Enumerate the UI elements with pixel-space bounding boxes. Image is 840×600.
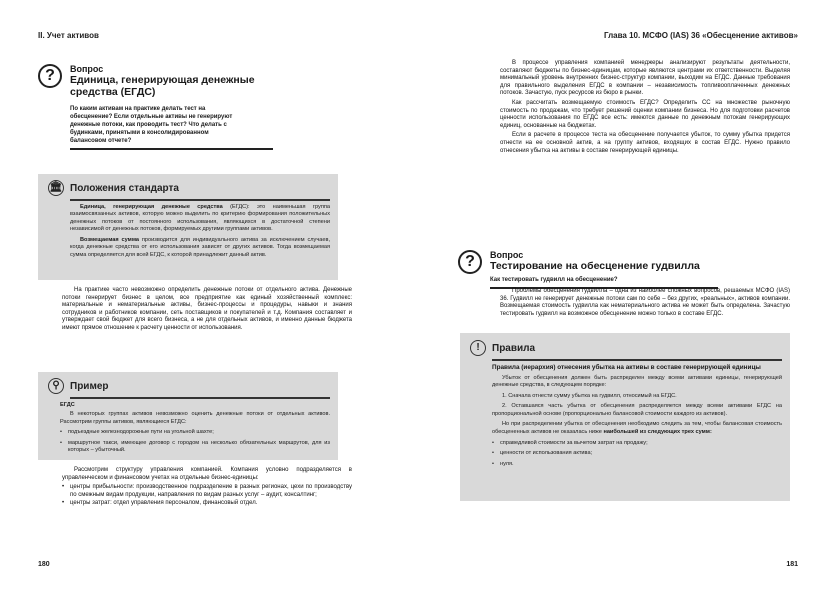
standard-box-p2 bbox=[70, 237, 330, 260]
standard-box-p2-text: производится для индивидуального актива за исключением случаев, когда денежные средства от его использования зависят от других активов. Тогда возмещаемая сумма определяется для всей ЕГДС, к которой принадлежит данный актив. bbox=[70, 236, 330, 259]
right-paragraph-4-text: Проблемы обесценения гудвилла – одна из наиболее сложных вопросов, решаемых МСФО (IAS) 36. Гудвилл не генерирует денежные потоки сам по себе – без других, «реальных», активов компании. Возмещаемая стоимость гудвилла как нематериального актива не может быть определена. Зачастую тестировать гудвилл на возможное обесценение можно только в составе ЕГДС. bbox=[500, 288, 790, 317]
page-number-right: 181 bbox=[786, 561, 798, 568]
question-kicker: Вопрос bbox=[70, 64, 104, 74]
rule-box bbox=[460, 333, 790, 501]
standard-box-p1-text: (ЕГДС): это наименьшая группа взаимосвязанных активов, которую можно выделить по критерию формирования положительных денежных потоков от постоянного использования, являющихся в достаточной степени независимой от денежных потоков, формируемых другими группами активов. bbox=[70, 203, 330, 233]
left-paragraph-1-text: На практике часто невозможно определить денежные потоки от отдельного актива. Денежные потоки генерирует бизнес в целом, все предприятие как единый хозяйственный комплекс: материальные и нематериальные активы, бизнес-процессы и процедуры, навыки и знания сотрудников и работников компании, сеть поставщиков и покупателей и т.д. Компания составляет и утверждает свой бюджет для всего бизнеса, а не для отдельных активов, и именно данные бюджета имеют прямое отношение к расчету ценности от использования. bbox=[62, 287, 352, 331]
rule-box-p4-text: Но при распределении убытка от обесценения необходимо следить за тем, чтобы балансовая стоимость обесцененных активов не оказалась ниже bbox=[492, 421, 782, 436]
page-number-left: 180 bbox=[38, 561, 50, 568]
question-body: По каким активам на практике делать тест на обесценение? Если отдельные активы не генерируют денежные потоки, как проводить тест? Что делать с будинками, принятыми в консолидированном балансовом отчете? bbox=[70, 106, 233, 144]
running-header-right: Глава 10. МСФО (IAS) 36 «Обесценение активов» bbox=[603, 31, 798, 40]
question-kicker: Вопрос bbox=[490, 250, 524, 260]
magnifier-icon: ⚲ bbox=[48, 378, 64, 394]
example-bullet: • подъездные железнодорожные пути на угольной шахте; bbox=[60, 429, 330, 437]
right-paragraph-3-text: Если в расчете в процессе теста на обесценение получается убыток, то сумму убытка придется отнести на ее основной актив, а на группу активов, входящих в состав ЕГДС. Нужно правило отнесения убытка на активы в составе генерирующей единицы. bbox=[500, 132, 790, 154]
standard-box bbox=[38, 174, 338, 280]
rule-box-p4 bbox=[492, 421, 782, 436]
standard-box-title-text: Положения стандарта bbox=[70, 182, 179, 194]
example-box-subtitle: ЕГДС bbox=[60, 401, 75, 408]
list-item: • центры затрат: отдел управления персоналом, финансовый отдел. bbox=[62, 500, 352, 508]
list-item: • центры прибыльности: производственное подразделение в разных регионах, цехи по производству по смежным видам продукции, направления по видам разных услуг – аудит, консалтинг; bbox=[62, 484, 352, 499]
example-bullet: • маршрутное такси, имеющее договор с городом на несколько обязательных маршрутов, для из которых – убыточный. bbox=[60, 440, 330, 455]
bank-icon: 🏛 bbox=[48, 180, 64, 196]
right-paragraph-1-text: В процессе управления компанией менеджеры анализируют результаты деятельности, составляют бюджеты по бизнес-единицам, которые являются центрами их ответственности. Выделяя минимальный уровень внутренних бизнес-структур компании, выходим на ЕГДС. Данные требования для правильного выделения ЕГДС в компании – независимость топливооплаченных денежных потоков. Зачастую, пуск ресурсов из бюро в рынки. bbox=[500, 60, 790, 97]
example-box bbox=[38, 372, 338, 460]
left-paragraph-2 bbox=[62, 467, 352, 509]
rule-box-title bbox=[470, 340, 782, 356]
left-paragraph-2-text: Рассмотрим структуру управления компанией. Компания условно подразделяется в управленческом и финансовом учетах на отдельные бизнес-единицы: bbox=[62, 467, 352, 481]
right-page bbox=[420, 0, 840, 600]
standard-box-p2-bold: Возмещаемая сумма bbox=[80, 236, 139, 243]
rule-box-title-text: Правила bbox=[492, 342, 536, 354]
rule-box-p3: 2. Оставшаяся часть убытка от обесценения распределяется между всеми активами ЕГДС на пропорциональной основе (пропорционально балансовой стоимости каждого из активов). bbox=[492, 403, 782, 417]
question-icon: ? bbox=[38, 64, 62, 88]
rule-box-p1: Убыток от обесценения должен быть распределен между всеми активами единицы, генерирующей денежные средства, в следующем порядке: bbox=[492, 374, 782, 389]
standard-box-p1-bold: Единица, генерирующая денежные средства bbox=[80, 203, 223, 210]
example-box-title-text: Пример bbox=[70, 380, 109, 392]
rule-box-p4-bold: наибольшей из следующих трех сумм: bbox=[603, 429, 712, 436]
left-paragraph-1 bbox=[62, 287, 352, 335]
question-title: Тестирование на обесценение гудвилла bbox=[490, 260, 700, 272]
running-header-left: II. Учет активов bbox=[38, 31, 99, 40]
standard-box-p1 bbox=[70, 204, 330, 234]
question-goodwill bbox=[458, 250, 788, 289]
left-bullet-list bbox=[62, 484, 352, 508]
rule-bullet: • справедливой стоимости за вычетом затрат на продажу; bbox=[492, 440, 782, 448]
rule-bullet: • ценности от использования актива; bbox=[492, 450, 782, 458]
rule-box-heading: Правила (иерархия) отнесения убытка на активы в составе генерирующей единицы bbox=[492, 363, 761, 371]
right-paragraph-4 bbox=[500, 288, 790, 320]
question-egds bbox=[38, 64, 273, 150]
question-heading bbox=[490, 250, 788, 272]
rule-box-p2: 1. Сначала отнести сумму убытка на гудвилл, относимый на ЕГДС. bbox=[502, 392, 677, 399]
example-box-title bbox=[48, 378, 330, 394]
example-box-text bbox=[60, 402, 330, 456]
question-heading bbox=[70, 64, 273, 98]
right-paragraph-1 bbox=[500, 60, 790, 157]
example-box-paragraph: В некоторых группах активов невозможно оценить денежные потоки от отдельных активов. Рассмотрим группы активов, являющиеся ЕГДС: bbox=[60, 411, 330, 425]
example-box-rule bbox=[70, 397, 330, 399]
rule-box-rule bbox=[492, 359, 782, 361]
standard-box-text bbox=[70, 204, 330, 260]
question-rule bbox=[70, 148, 273, 150]
question-body: Как тестировать гудвилл на обесценение? bbox=[490, 277, 618, 283]
standard-box-title bbox=[48, 180, 330, 196]
question-title: Единица, генерирующая денежные средства (ЕГДС) bbox=[70, 74, 255, 98]
right-paragraph-2-text: Как рассчитать возмещаемую стоимость ЕГДС? Определить СС на множестве рыночную стоимость по продажам, что требует решений оценки компании бизнеса. Но для подготовки расчетов ценности использования по ЕГДС все есть: имеются данные по денежным потокам генерирующих единиц, основанные на бюджетах. bbox=[500, 99, 790, 129]
exclamation-icon: ! bbox=[470, 340, 486, 356]
rule-bullet: • нуля. bbox=[492, 461, 782, 469]
rule-box-text bbox=[492, 364, 782, 469]
standard-box-rule bbox=[70, 199, 330, 201]
question-icon: ? bbox=[458, 250, 482, 274]
